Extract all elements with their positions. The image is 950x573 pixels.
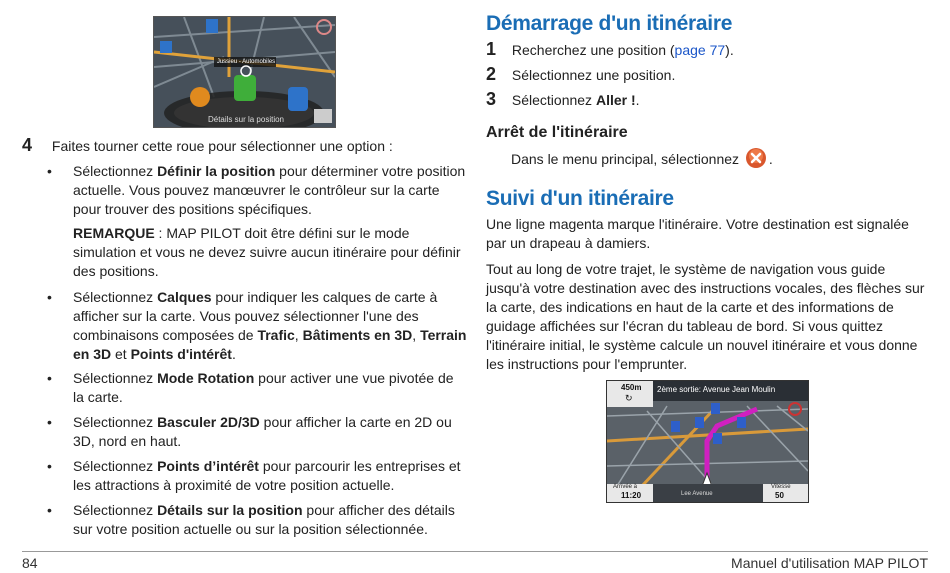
separator: ,	[412, 327, 421, 343]
separator: ,	[294, 327, 303, 343]
bullet-text: pour indiquer les calques de carte à afficher sur la carte. Vous pouvez sélectionner l'une des combinaisons composées de	[73, 289, 438, 343]
layer-option: Bâtiments en 3D	[302, 327, 413, 343]
bullet-dot: •	[47, 163, 52, 179]
remark-note	[73, 224, 468, 281]
bullet-text: Sélectionnez	[73, 414, 158, 430]
layer-option: Terrain en 3D	[73, 327, 467, 362]
step-number: 3	[486, 89, 497, 109]
bullet-dot: •	[47, 458, 52, 474]
step-text: Sélectionnez	[511, 92, 596, 108]
remark-label: REMARQUE	[73, 225, 155, 241]
current-street-label: Lee Avenue	[681, 491, 713, 497]
separator: et	[111, 346, 131, 362]
step-number: 4	[22, 135, 33, 155]
arrival-time: 11:20	[621, 491, 642, 500]
bullet-option: Points d’intérêt	[157, 458, 259, 474]
step-number: 2	[486, 64, 497, 84]
map-details-label: Détails sur la position	[207, 115, 285, 124]
speed-label: Vitesse	[771, 484, 791, 490]
subsection-title-stop-route: Arrêt de l'itinéraire	[486, 124, 628, 141]
step-text: Faites tourner cette roue pour sélectionner une option :	[51, 138, 393, 154]
stop-text: Dans le menu principal, sélectionnez	[511, 151, 740, 168]
bullet-option: Calques	[157, 289, 212, 305]
step-text: ).	[725, 42, 734, 58]
step-text: Recherchez une position (	[511, 42, 675, 58]
step-3	[486, 90, 926, 110]
page-link[interactable]: page 77	[674, 42, 726, 58]
bullet-text: pour parcourir les entreprises et les attractions à proximité de votre position actuelle.	[73, 458, 461, 493]
separator: .	[231, 346, 236, 362]
navigation-map-screenshot	[606, 380, 809, 503]
bullet-dot: •	[47, 289, 52, 305]
step-text: .	[635, 92, 640, 108]
footer-divider	[22, 551, 928, 552]
remark-text: : MAP PILOT doit être défini sur le mode simulation et vous ne devez suivre aucun itinéraire pour définir des positions.	[73, 225, 461, 279]
speed-value: 50	[775, 491, 784, 500]
bullet-item	[47, 369, 468, 407]
bullet-text: pour déterminer votre position actuelle. Vous pouvez manœuvrer le contrôleur sur la carte pour trouver des positions spécifiques.	[73, 163, 466, 217]
bullet-dot: •	[47, 502, 52, 518]
bullet-text: Sélectionnez	[73, 289, 158, 305]
turn-arrow-icon: ↻	[625, 393, 633, 403]
page-number: 84	[22, 555, 38, 571]
arrival-label: Arrivée à	[613, 484, 638, 490]
bullet-text: Sélectionnez	[73, 502, 158, 518]
step-option: Aller !	[595, 92, 636, 108]
step-4	[22, 136, 462, 156]
section-title-follow-route: Suivi d'un itinéraire	[486, 187, 674, 210]
bullet-text: pour afficher la carte en 2D ou 3D, nord en haut.	[73, 414, 452, 449]
bullet-text: Sélectionnez	[73, 370, 158, 386]
bullet-dot: •	[47, 370, 52, 386]
layer-option: Trafic	[257, 327, 295, 343]
bullet-item	[47, 501, 468, 539]
step-1	[486, 40, 926, 60]
map-dial-illustration	[154, 17, 335, 127]
turn-distance: 450m	[621, 383, 642, 392]
bullet-dot: •	[47, 414, 52, 430]
bullet-item	[47, 162, 468, 219]
map-dial-screenshot	[153, 16, 336, 128]
bullet-option: Détails sur la position	[157, 502, 303, 518]
bullet-text: pour afficher des détails sur votre position actuelle ou sur la position sélectionnée.	[73, 502, 455, 537]
step-2	[486, 65, 926, 85]
stop-text-end: .	[768, 151, 773, 168]
bullet-item	[47, 413, 468, 451]
paragraph: Une ligne magenta marque l'itinéraire. Votre destination est signalée par un drapeau à damiers.	[486, 216, 909, 251]
bullet-option: Mode Rotation	[157, 370, 255, 386]
bullet-item	[47, 288, 468, 364]
paragraph: Tout au long de votre trajet, le système de navigation vous guide jusqu'à votre destination avec des instructions vocales, des flèches sur la carte, des indications en haut de la carte et des informations de guidage affichées sur l'écran du tableau de bord. Si vous quittez l'itinéraire initial, le système calcule un nouvel itinéraire et vous donne les instructions pour l'emprunter.	[486, 261, 925, 372]
manual-title: Manuel d'utilisation MAP PILOT	[731, 555, 928, 571]
map-location-label: Jussieu - Automobiles	[216, 59, 276, 65]
section-title-start-route: Démarrage d'un itinéraire	[486, 12, 733, 35]
bullet-option: Basculer 2D/3D	[157, 414, 260, 430]
bullet-text: pour activer une vue pivotée de la carte.	[73, 370, 454, 405]
step-number: 1	[486, 39, 497, 59]
bullet-text: Sélectionnez	[73, 458, 158, 474]
stop-icon	[745, 147, 769, 174]
next-street-label: 2ème sortie: Avenue Jean Moulin	[657, 385, 776, 394]
stop-instruction	[511, 147, 931, 174]
layer-option: Points d'intérêt	[130, 346, 232, 362]
bullet-option: Définir la position	[157, 163, 276, 179]
bullet-item	[47, 457, 468, 495]
step-text: Sélectionnez une position.	[511, 67, 676, 83]
bullet-text: Sélectionnez	[73, 163, 158, 179]
